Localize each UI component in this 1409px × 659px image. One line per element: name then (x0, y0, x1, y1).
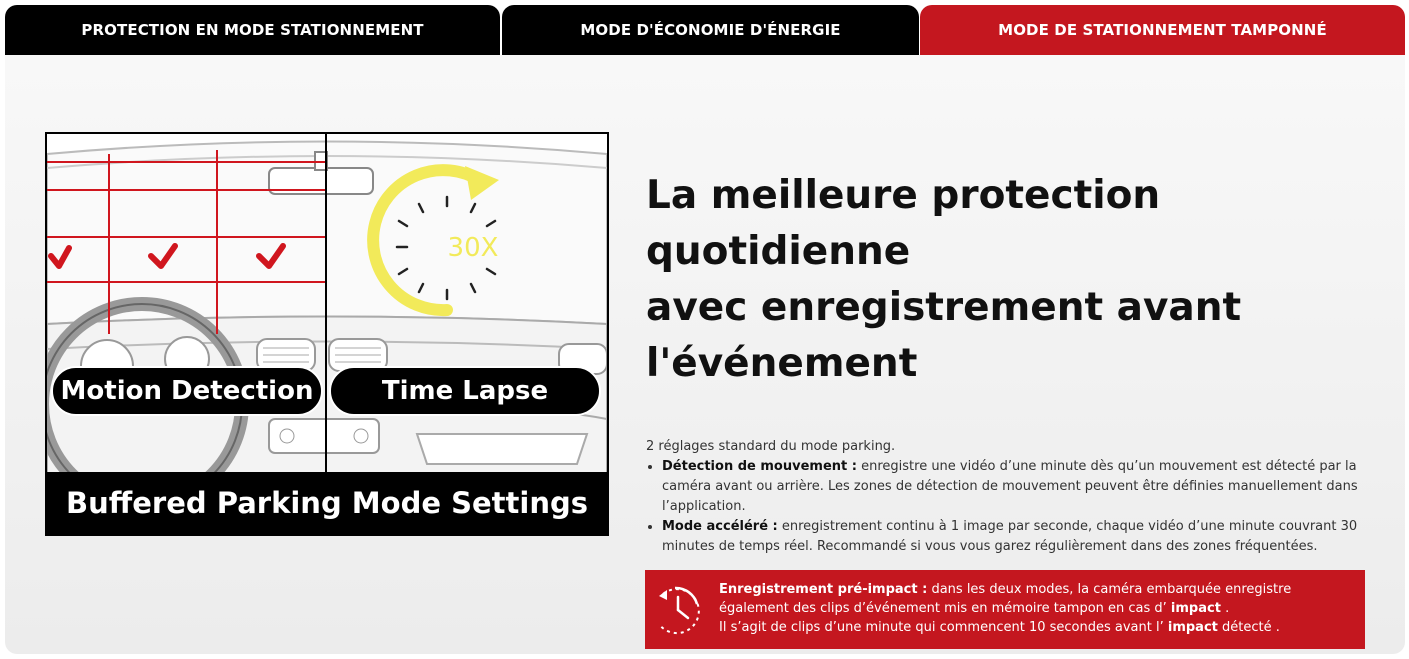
time-lapse-label: Time Lapse (329, 366, 601, 416)
headline-line: avec enregistrement avant (646, 285, 1242, 330)
bullet-text: enregistre une vidéo d’une minute dès qu’un mouvement est détecté par la caméra avant ou arrière. Les zones de détection de mouvement peuvent être définies manuellement dans l’application. (662, 459, 1358, 514)
note-text: dans les deux modes, la caméra embarquée enregistre également des clips d’événement mis en mémoire tampon en cas d’ (719, 582, 1292, 616)
list-item (662, 457, 1382, 517)
note-term: Enregistrement pré-impact : (719, 582, 928, 597)
page-title (646, 168, 1346, 392)
note-text: Il s’agit de clips d’une minute qui commencent 10 secondes avant l’ (719, 620, 1168, 635)
intro-text: 2 réglages standard du mode parking. (646, 439, 896, 454)
headline-line: l'événement (646, 341, 918, 386)
note-line (719, 580, 1353, 618)
bullet-text: enregistrement continu à 1 image par seconde, chaque vidéo d’une minute couvrant 30 minutes de temps réel. Recommandé si vous vous garez régulièrement dans des zones fréquentées. (662, 519, 1358, 554)
motion-detection-label: Motion Detection (51, 366, 323, 416)
parking-mode-illustration (45, 132, 609, 536)
buffered-parking-banner: Buffered Parking Mode Settings (47, 472, 607, 534)
content-panel (5, 55, 1405, 654)
note-text: . (1220, 601, 1230, 616)
clock-icon (653, 580, 703, 638)
tab-parking-protection[interactable]: PROTECTION EN MODE STATIONNEMENT (5, 5, 500, 55)
headline-line: La meilleure protection (646, 173, 1161, 218)
feature-list (646, 457, 1382, 557)
pre-impact-note (645, 570, 1365, 649)
bullet-term: Mode accéléré : (662, 519, 778, 534)
impact-word: impact (1170, 601, 1221, 616)
tab-buffered-parking[interactable]: MODE DE STATIONNEMENT TAMPONNÉ (920, 5, 1405, 55)
list-item (662, 517, 1382, 557)
tab-energy-saving[interactable]: MODE D'ÉCONOMIE D'ÉNERGIE (502, 5, 919, 55)
timelapse-speed: 30X (447, 233, 499, 263)
note-text: détecté . (1217, 620, 1280, 635)
note-line (719, 618, 1353, 637)
bullet-term: Détection de mouvement : (662, 459, 857, 474)
headline-line: quotidienne (646, 229, 911, 274)
impact-word: impact (1167, 620, 1218, 635)
mode-tabs (5, 5, 1405, 55)
